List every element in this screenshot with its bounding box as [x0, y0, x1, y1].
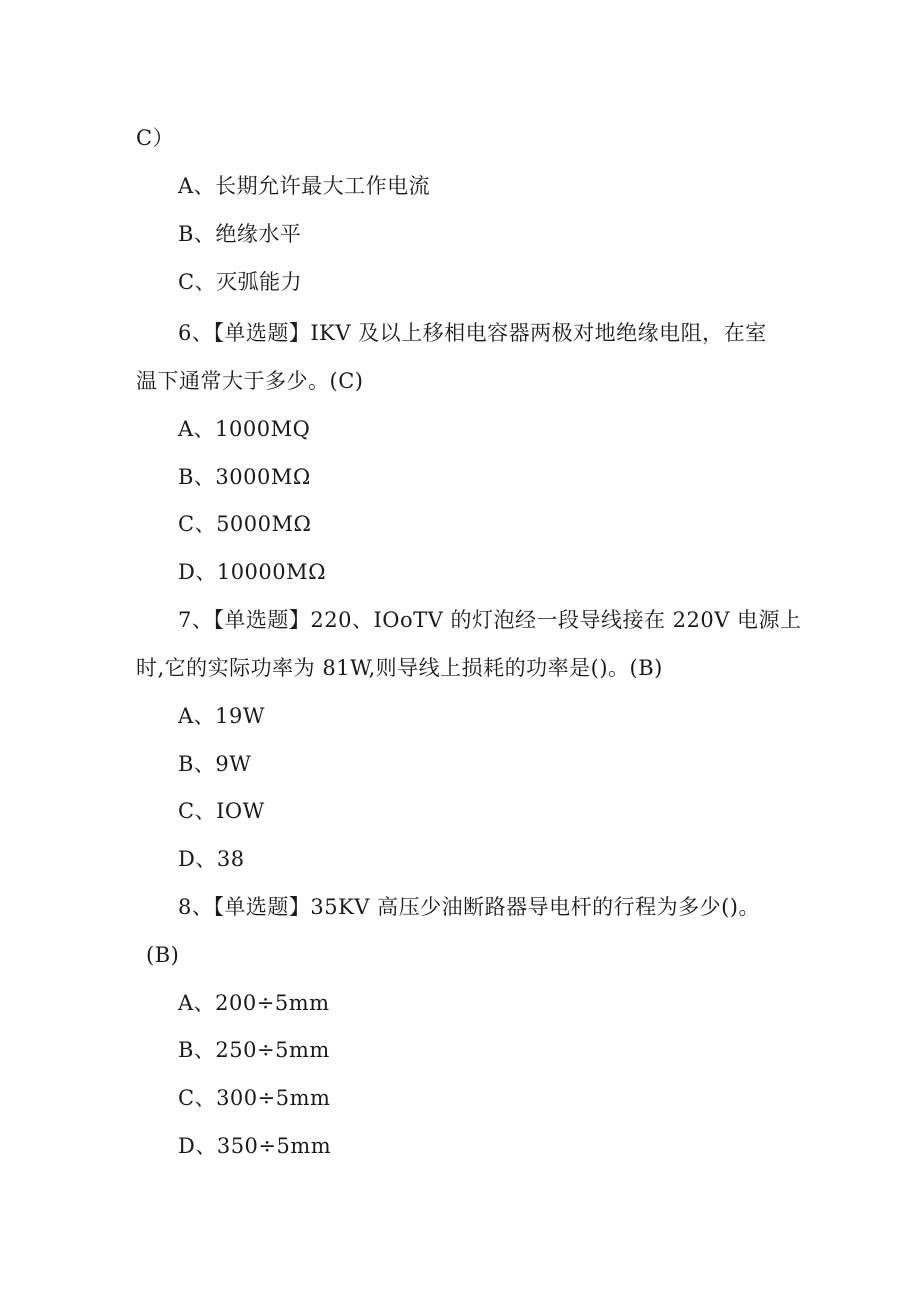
q7-option-a: A、19W [178, 704, 265, 728]
question-8-text-line2: (B) [146, 943, 180, 967]
option-c: C、灭弧能力 [178, 270, 303, 294]
q6-option-b: B、3000MΩ [178, 465, 311, 489]
q8-option-d: D、350÷5mm [178, 1134, 332, 1158]
q6-option-c: C、5000MΩ [178, 512, 312, 536]
q7-option-c: C、IOW [178, 799, 265, 823]
option-a: A、长期允许最大工作电流 [178, 174, 431, 198]
q8-option-a: A、200÷5mm [178, 991, 330, 1015]
question-7-text-line1: 7、【单选题】220、IOoTV 的灯泡经一段导线接在 220V 电源上 [178, 608, 802, 632]
question-6-text-line2: 温下通常大于多少。(C) [136, 369, 364, 393]
option-b: B、绝缘水平 [178, 222, 302, 246]
q8-option-b: B、250÷5mm [178, 1038, 330, 1062]
q6-option-a: A、1000MQ [178, 417, 311, 441]
q7-option-b: B、9W [178, 752, 252, 776]
question-7-text-line2: 时,它的实际功率为 81W,则导线上损耗的功率是()。(B) [136, 656, 663, 680]
q7-option-d: D、38 [178, 847, 245, 871]
question-8-text-line1: 8、【单选题】35KV 高压少油断路器导电杆的行程为多少()。 [178, 895, 760, 919]
q8-option-c: C、300÷5mm [178, 1086, 331, 1110]
prev-question-answer: C） [136, 126, 175, 150]
q6-option-d: D、10000MΩ [178, 560, 327, 584]
question-6-text-line1: 6、【单选题】IKV 及以上移相电容器两极对地绝缘电阻，在室 [178, 321, 767, 345]
